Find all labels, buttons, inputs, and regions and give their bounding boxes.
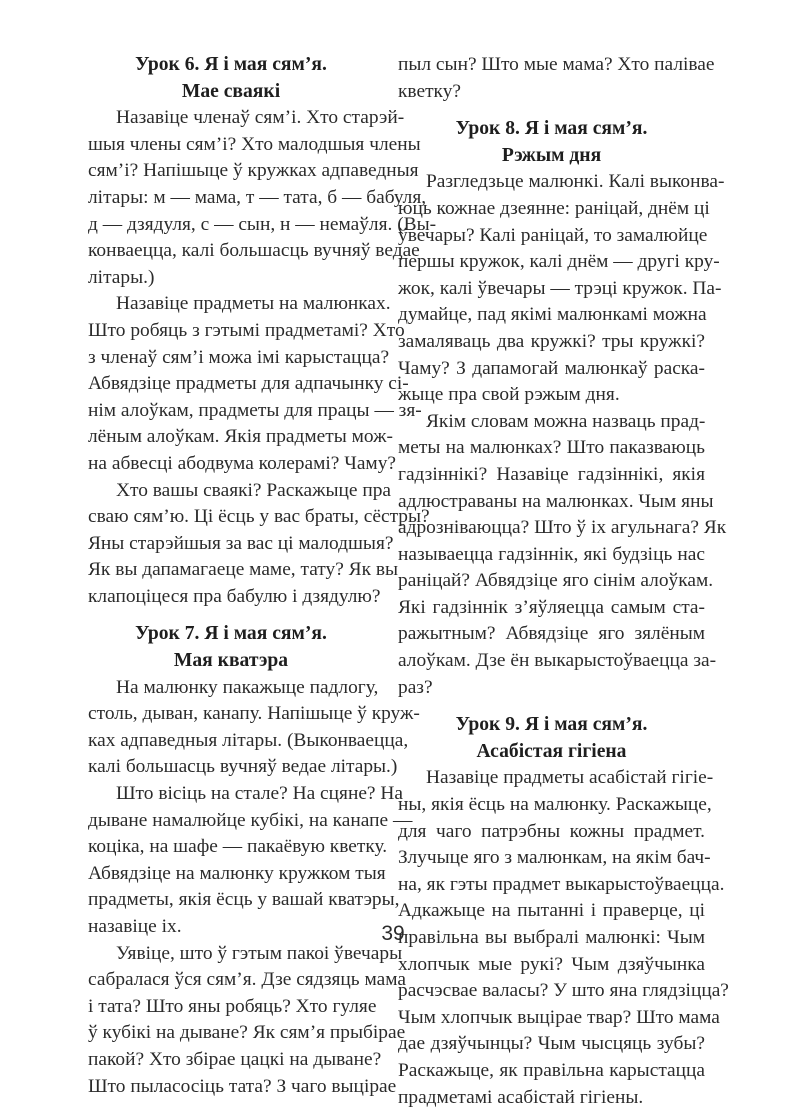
text-line: правільна вы выбралі малюнкі: Чым [398, 927, 705, 948]
text-line: калі большасць вучняў ведае літары.) [88, 756, 398, 778]
text-line: Якім словам можна назваць прад- [426, 410, 706, 432]
lesson-6-paragraph-3 [88, 478, 430, 611]
text-line: гадзіннікі? Назавіце гадзіннікі, якія [398, 463, 705, 485]
text-line: раз? [398, 676, 433, 698]
text-line: адлюстраваны на малюнках. Чым яны [398, 490, 714, 512]
text-line: расчэсвае валасы? У што яна глядзіцца? [398, 980, 729, 1002]
text-line: сям’і? Напішыце ў кружках адпаведныя [88, 160, 419, 182]
text-line: з членаў сям’і можа імі карыстацца? [88, 346, 390, 368]
text-line: клапоціцеся пра бабулю і дзядулю? [88, 585, 381, 607]
text-line: раніцай? Абвядзіце яго сінім алоўкам. [398, 570, 714, 592]
lesson-9-title: Урок 9. Я і мая сям’я. [455, 714, 648, 736]
lesson-6-paragraph-2 [88, 291, 422, 477]
text-line: дыване намалюйце кубікі, на канапе — [88, 809, 413, 831]
text-line: лёным алоўкам. Якія прадметы мож- [88, 426, 393, 448]
text-line: Які гадзіннік з’яўляецца самым ста- [398, 596, 705, 618]
text-line: прадметамі асабістай гігіены. [398, 1086, 644, 1108]
text-line: і тата? Што яны робяць? Хто гуляе [88, 995, 377, 1017]
lesson-9-heading [398, 712, 705, 765]
text-line: Назавіце членаў сям’і. Хто старэй- [116, 107, 405, 129]
text-line: Чаму? З дапамогай малюнкаў раска- [398, 357, 705, 379]
text-line: жок, калі ўвечары — трэці кружок. Па- [398, 277, 722, 299]
lesson-6-heading [88, 52, 374, 105]
lesson-7-title: Урок 7. Я і мая сям’я. [135, 623, 327, 645]
text-line: Разгледзьце малюнкі. Калі выконва- [426, 171, 725, 193]
text-line: Злучыце яго з малюнкам, на якім бач- [398, 847, 711, 869]
text-line: замаляваць два кружкі? тры кружкі? [398, 330, 705, 352]
text-line: кветку? [398, 80, 461, 102]
text-line: меты на малюнках? Што паказваюць [398, 437, 705, 459]
text-line: пакой? Хто збірае цацкі на дыване? [88, 1048, 382, 1070]
text-line: д — дзядуля, с — сын, н — немаўля. (Вы- [88, 213, 437, 235]
text-line: На малюнку пакажыце падлогу, [116, 676, 379, 698]
right-column [398, 52, 729, 1111]
text-line: пыл сын? Што мые мама? Хто палівае [398, 54, 715, 75]
text-line: юць кожнае дзеянне: раніцай, днём ці [398, 197, 710, 219]
text-line: Раскажыце, як правільна карыстацца [398, 1059, 705, 1081]
text-line: хлопчык мые рукі? Чым дзяўчынка [398, 953, 705, 975]
text-line: прадметы, якія ёсць у вашай кватэры, [88, 889, 400, 911]
text-line: называецца гадзіннік, які будзіць нас [398, 543, 705, 565]
text-line: Што робяць з гэтымі прадметамі? Хто [88, 319, 405, 341]
lesson-6-title: Урок 6. Я і мая сям’я. [135, 54, 327, 75]
text-line: дае дзяўчынцы? Чым чысцяць зубы? [398, 1033, 705, 1055]
text-line: жыце пра свой рэжым дня. [398, 384, 620, 406]
text-line: Чым хлопчык выцірае твар? Што мама [398, 1006, 720, 1028]
lesson-8-heading [398, 116, 705, 169]
text-line: ўвечары? Калі раніцай, то замалюйце [398, 224, 708, 246]
page-number: 39 [381, 922, 405, 945]
lesson-8-title: Урок 8. Я і мая сям’я. [455, 118, 648, 140]
text-line: столь, дыван, канапу. Напішыце ў круж- [88, 703, 420, 725]
text-line: на абвесці абодвума колерамі? Чаму? [88, 452, 397, 474]
lesson-9-subtitle: Асабістая гігіена [476, 740, 627, 762]
text-line: назавіце іх. [88, 916, 182, 937]
text-line: Як вы дапамагаеце маме, тату? Як вы [88, 559, 399, 581]
lesson-7-continued [398, 52, 715, 105]
text-line: Што вісіць на стале? На сцяне? На [116, 783, 403, 805]
lesson-8-paragraph-1 [398, 169, 725, 408]
text-line: сабралася ўся сям’я. Дзе сядзяць мама [88, 969, 406, 991]
lesson-6-paragraph-1 [88, 105, 437, 291]
text-line: думайце, пад якімі малюнкамі можна [398, 304, 707, 326]
text-line: Назавіце прадметы на малюнках. [116, 293, 391, 315]
text-line: для чаго патрэбны кожны прадмет. [398, 820, 705, 842]
text-line: Абвядзіце прадметы для адпачынку сі- [88, 373, 409, 395]
text-line: Абвядзіце на малюнку кружком тыя [88, 862, 386, 884]
text-line: Назавіце прадметы асабістай гігіе- [426, 767, 714, 789]
text-line: ў кубікі на дыване? Як сям’я прыбірае [88, 1022, 406, 1044]
text-line: конваецца, калі большасць вучняў ведае [88, 240, 420, 262]
text-line: ражытным? Абвядзіце яго зялёным [398, 623, 705, 645]
text-line: Уявіце, што ў гэтым пакоі ўвечары [116, 942, 403, 964]
lesson-7-paragraph-3 [88, 941, 406, 1101]
text-line: алоўкам. Дзе ён выкарыстоўваецца за- [398, 650, 717, 672]
text-line: коціка, на шафе — пакаёвую кветку. [88, 836, 388, 858]
text-line: літары: м — мама, т — тата, б — бабуля, [88, 186, 427, 208]
lesson-8-subtitle: Рэжым дня [501, 144, 602, 166]
text-line: нім алоўкам, прадметы для працы — зя- [88, 399, 422, 421]
text-line: Яны старэйшыя за вас ці малодшыя? [88, 532, 394, 554]
text-line: Адкажыце на пытанні і праверце, ці [398, 900, 705, 922]
text-line: на, як гэты прадмет выкарыстоўваецца. [398, 873, 725, 895]
lesson-6-subtitle: Мае сваякі [181, 80, 281, 102]
text-line: Што пыласосіць тата? З чаго выцірае [88, 1075, 397, 1097]
text-line: ках адпаведныя літары. (Выконваецца, [88, 729, 409, 751]
text-line: ны, якія ёсць на малюнку. Раскажыце, [398, 794, 712, 816]
text-line: сваю сям’ю. Ці ёсць у вас браты, сёстры? [88, 506, 430, 528]
text-line: Хто вашы сваякі? Раскажыце пра [116, 479, 392, 501]
text-line: літары.) [88, 266, 155, 288]
lesson-8-paragraph-2 [398, 409, 727, 702]
text-line: шыя члены сям’і? Хто малодшыя члены [88, 133, 421, 155]
lesson-7-heading [88, 621, 374, 674]
text-line: адрозніваюцца? Што ў іх агульнага? Як [398, 517, 727, 539]
text-line: першы кружок, калі днём — другі кру- [398, 251, 720, 273]
lesson-7-subtitle: Мая кватэра [173, 650, 289, 672]
